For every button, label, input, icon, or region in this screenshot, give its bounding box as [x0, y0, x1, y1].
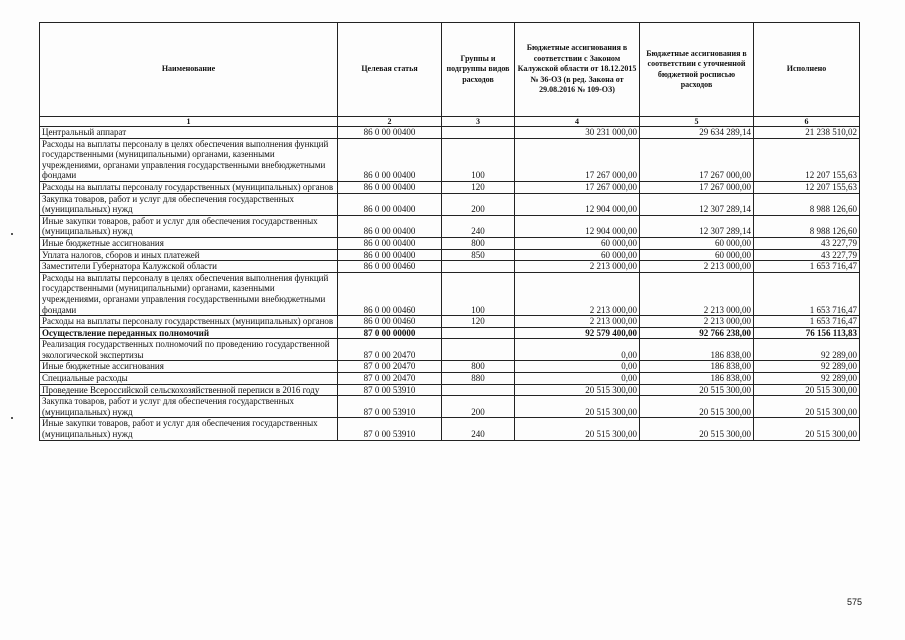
row-refined-allocation: 20 515 300,00: [640, 384, 754, 396]
table-row: [40, 237, 860, 249]
row-law-allocation: 60 000,00: [515, 237, 640, 249]
column-number-row: [40, 117, 860, 127]
row-law-allocation: 20 515 300,00: [515, 396, 640, 418]
row-name: Расходы на выплаты персоналу государственных (муниципальных) органов: [40, 181, 338, 193]
row-expense-group: 120: [442, 181, 515, 193]
row-expense-group: 120: [442, 316, 515, 328]
header-name: Наименование: [40, 23, 338, 117]
column-number: 1: [40, 117, 338, 127]
row-executed: 43 227,79: [754, 249, 860, 261]
row-executed: 1 653 716,47: [754, 316, 860, 328]
row-name: Расходы на выплаты персоналу государственных (муниципальных) органов: [40, 316, 338, 328]
row-executed: 43 227,79: [754, 237, 860, 249]
row-expense-group: 800: [442, 361, 515, 373]
row-expense-group: 200: [442, 396, 515, 418]
row-law-allocation: 0,00: [515, 361, 640, 373]
row-law-allocation: 12 904 000,00: [515, 193, 640, 215]
row-target-article: 86 0 00 00460: [338, 316, 442, 328]
row-law-allocation: 20 515 300,00: [515, 418, 640, 440]
row-name: Закупка товаров, работ и услуг для обеспечения государственных (муниципальных) нужд: [40, 193, 338, 215]
table-row: [40, 272, 860, 315]
row-target-article: 87 0 00 00000: [338, 327, 442, 339]
row-executed: 20 515 300,00: [754, 396, 860, 418]
row-law-allocation: 0,00: [515, 339, 640, 361]
column-number: 2: [338, 117, 442, 127]
column-number: 3: [442, 117, 515, 127]
row-name: Уплата налогов, сборов и иных платежей: [40, 249, 338, 261]
row-expense-group: 240: [442, 418, 515, 440]
table-row: [40, 215, 860, 237]
row-name: Закупка товаров, работ и услуг для обеспечения государственных (муниципальных) нужд: [40, 396, 338, 418]
row-executed: 8 988 126,60: [754, 215, 860, 237]
row-target-article: 86 0 00 00400: [338, 181, 442, 193]
row-expense-group: 800: [442, 237, 515, 249]
row-refined-allocation: 60 000,00: [640, 237, 754, 249]
row-executed: 92 289,00: [754, 373, 860, 385]
page-number: 575: [847, 597, 863, 607]
column-number: 6: [754, 117, 860, 127]
row-target-article: 86 0 00 00460: [338, 272, 442, 315]
row-refined-allocation: 12 307 289,14: [640, 215, 754, 237]
table-row: [40, 396, 860, 418]
row-refined-allocation: 186 838,00: [640, 373, 754, 385]
row-expense-group: 850: [442, 249, 515, 261]
table-row: [40, 373, 860, 385]
row-name: Центральный аппарат: [40, 127, 338, 139]
row-law-allocation: 2 213 000,00: [515, 272, 640, 315]
row-expense-group: 200: [442, 193, 515, 215]
row-executed: 21 238 510,02: [754, 127, 860, 139]
row-name: Расходы на выплаты персоналу в целях обеспечения выполнения функций государственными (муниципальными) органами, казенными учреждениями, органами управления государственными внебюджетными фондами: [40, 138, 338, 181]
table-body: [40, 127, 860, 441]
row-expense-group: [442, 339, 515, 361]
row-name: Реализация государственных полномочий по проведению государственной экологической экспертизы: [40, 339, 338, 361]
column-number: 4: [515, 117, 640, 127]
row-executed: 20 515 300,00: [754, 418, 860, 440]
row-refined-allocation: 17 267 000,00: [640, 181, 754, 193]
row-target-article: 86 0 00 00400: [338, 249, 442, 261]
row-target-article: 87 0 00 53910: [338, 396, 442, 418]
row-executed: 76 156 113,83: [754, 327, 860, 339]
row-target-article: 87 0 00 20470: [338, 339, 442, 361]
row-law-allocation: 17 267 000,00: [515, 138, 640, 181]
table-row: [40, 138, 860, 181]
row-target-article: 87 0 00 20470: [338, 373, 442, 385]
table-row: [40, 193, 860, 215]
row-law-allocation: 60 000,00: [515, 249, 640, 261]
row-target-article: 86 0 00 00460: [338, 261, 442, 273]
row-executed: 92 289,00: [754, 339, 860, 361]
row-refined-allocation: 2 213 000,00: [640, 316, 754, 328]
table-row: [40, 249, 860, 261]
row-target-article: 87 0 00 53910: [338, 418, 442, 440]
row-expense-group: 240: [442, 215, 515, 237]
row-refined-allocation: 186 838,00: [640, 361, 754, 373]
row-law-allocation: 92 579 400,00: [515, 327, 640, 339]
row-refined-allocation: 60 000,00: [640, 249, 754, 261]
row-name: Расходы на выплаты персоналу в целях обеспечения выполнения функций государственными (муниципальными) органами, казенными учреждениями, органами управления государственными внебюджетными фондами: [40, 272, 338, 315]
row-law-allocation: 17 267 000,00: [515, 181, 640, 193]
budget-execution-table: [39, 22, 860, 441]
row-name: Иные бюджетные ассигнования: [40, 237, 338, 249]
table-row: [40, 181, 860, 193]
column-number: 5: [640, 117, 754, 127]
row-executed: 1 653 716,47: [754, 261, 860, 273]
table-row: [40, 327, 860, 339]
table-row: [40, 261, 860, 273]
table-row: [40, 418, 860, 440]
row-executed: 92 289,00: [754, 361, 860, 373]
row-name: Заместители Губернатора Калужской области: [40, 261, 338, 273]
table-row: [40, 384, 860, 396]
row-name: Иные бюджетные ассигнования: [40, 361, 338, 373]
row-refined-allocation: 20 515 300,00: [640, 396, 754, 418]
row-target-article: 87 0 00 20470: [338, 361, 442, 373]
row-law-allocation: 2 213 000,00: [515, 261, 640, 273]
row-name: Иные закупки товаров, работ и услуг для обеспечения государственных (муниципальных) нужд: [40, 215, 338, 237]
row-refined-allocation: 20 515 300,00: [640, 418, 754, 440]
row-target-article: 86 0 00 00400: [338, 193, 442, 215]
header-refined-allocations: Бюджетные ассигнования в соответствии с уточненной бюджетной росписью расходов: [640, 23, 754, 117]
row-law-allocation: 0,00: [515, 373, 640, 385]
row-law-allocation: 2 213 000,00: [515, 316, 640, 328]
row-target-article: 86 0 00 00400: [338, 127, 442, 139]
row-name: Осуществление переданных полномочий: [40, 327, 338, 339]
table-row: [40, 127, 860, 139]
header-law-allocations: Бюджетные ассигнования в соответствии с Законом Калужской области от 18.12.2015 № 36-ОЗ (в ред. Закона от 29.08.2016 № 109-ОЗ): [515, 23, 640, 117]
row-executed: 20 515 300,00: [754, 384, 860, 396]
row-target-article: 86 0 00 00400: [338, 215, 442, 237]
row-expense-group: [442, 327, 515, 339]
table-row: [40, 339, 860, 361]
row-name: Специальные расходы: [40, 373, 338, 385]
row-law-allocation: 20 515 300,00: [515, 384, 640, 396]
row-expense-group: 100: [442, 272, 515, 315]
row-executed: 12 207 155,63: [754, 181, 860, 193]
row-refined-allocation: 186 838,00: [640, 339, 754, 361]
row-expense-group: [442, 384, 515, 396]
row-refined-allocation: 2 213 000,00: [640, 272, 754, 315]
header-target-article: Целевая статья: [338, 23, 442, 117]
row-target-article: 86 0 00 00400: [338, 237, 442, 249]
table-row: [40, 316, 860, 328]
row-target-article: 86 0 00 00400: [338, 138, 442, 181]
header-executed: Исполнено: [754, 23, 860, 117]
row-expense-group: [442, 127, 515, 139]
row-target-article: 87 0 00 53910: [338, 384, 442, 396]
scan-mark: [11, 233, 13, 235]
row-refined-allocation: 12 307 289,14: [640, 193, 754, 215]
header-expense-groups: Группы и подгруппы видов расходов: [442, 23, 515, 117]
row-expense-group: [442, 261, 515, 273]
row-executed: 12 207 155,63: [754, 138, 860, 181]
header-row: [40, 23, 860, 117]
scan-mark: [11, 417, 13, 419]
row-name: Иные закупки товаров, работ и услуг для обеспечения государственных (муниципальных) нужд: [40, 418, 338, 440]
row-executed: 8 988 126,60: [754, 193, 860, 215]
row-refined-allocation: 17 267 000,00: [640, 138, 754, 181]
table-row: [40, 361, 860, 373]
row-name: Проведение Всероссийской сельскохозяйственной переписи в 2016 году: [40, 384, 338, 396]
row-refined-allocation: 2 213 000,00: [640, 261, 754, 273]
row-executed: 1 653 716,47: [754, 272, 860, 315]
row-law-allocation: 12 904 000,00: [515, 215, 640, 237]
row-refined-allocation: 29 634 289,14: [640, 127, 754, 139]
row-law-allocation: 30 231 000,00: [515, 127, 640, 139]
row-refined-allocation: 92 766 238,00: [640, 327, 754, 339]
row-expense-group: 100: [442, 138, 515, 181]
row-expense-group: 880: [442, 373, 515, 385]
